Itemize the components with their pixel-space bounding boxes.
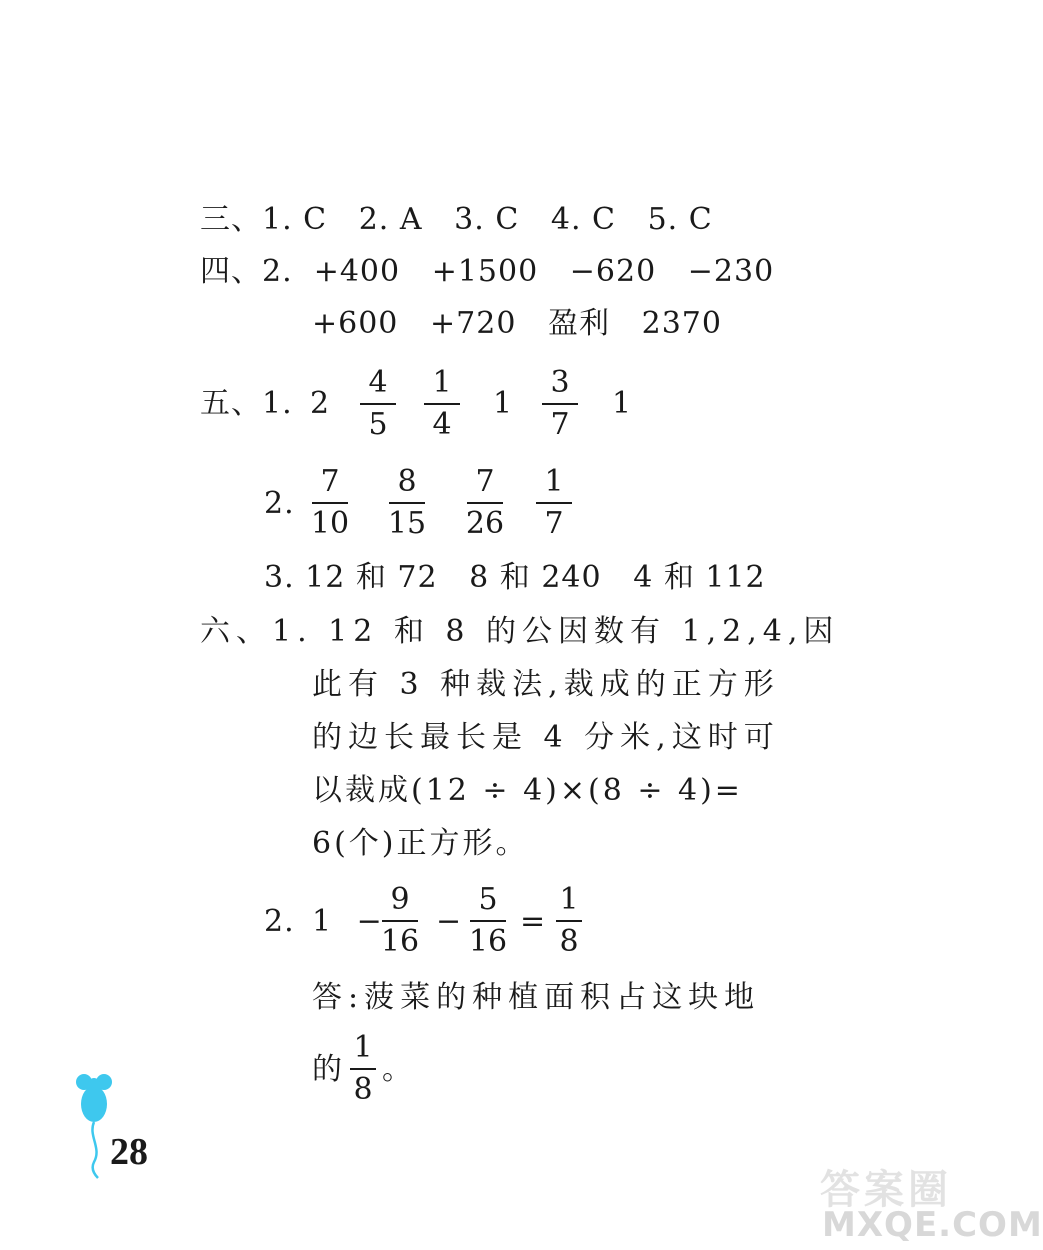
section5-q1-lead: 2 [310,386,331,421]
watermark-logo: 答案圈 [820,1167,952,1213]
fraction-numerator: 7 [320,464,340,499]
section6-q1-line4: 以裁成(12 ÷ 4)×(8 ÷ 4)= [312,773,743,808]
fraction-1-4 [420,365,464,443]
section5-q1-tail: 1 [612,386,633,421]
fraction-1-8 [552,882,586,960]
section4-line1: 四、2. +400 +1500 −620 −230 [200,254,775,289]
fraction-1-7 [532,464,576,542]
fraction-denominator: 10 [310,506,350,541]
section6-q1-line2: 此有 3 种裁法,裁成的正方形 [312,667,780,702]
fraction-denominator: 26 [465,506,505,541]
fraction-3-7 [538,365,582,443]
fraction-denominator: 8 [559,924,579,959]
fraction-9-16 [378,882,422,960]
fraction-numerator: 1 [559,882,579,917]
fraction-numerator: 1 [544,464,564,499]
fraction-7-26 [463,464,507,542]
section6-q2-label: 2. [264,904,295,939]
fraction-numerator: 1 [432,365,452,400]
fraction-numerator: 3 [550,365,570,400]
section6-answer-suffix: 。 [382,1052,413,1087]
fraction-denominator: 7 [550,407,570,442]
section6-answer-prefix: 的 [312,1052,343,1087]
fraction-5-16 [466,882,510,960]
watermark-site: MXQE.COM [822,1205,1043,1245]
section5-label1: 五、1. [200,386,293,421]
fraction-numerator: 1 [353,1030,373,1065]
section6-answer-line1: 答:菠菜的种植面积占这块地 [312,980,761,1015]
fraction-denominator: 5 [368,407,388,442]
section5-label2: 2. [264,486,295,521]
fraction-numerator: 5 [478,882,498,917]
fraction-denominator: 4 [432,407,452,442]
fraction-denominator: 15 [387,506,427,541]
fraction-8-15 [385,464,429,542]
section6-q1-line3: 的边长最长是 4 分米,这时可 [312,720,780,755]
fraction-numerator: 7 [475,464,495,499]
fraction-7-10 [308,464,352,542]
section6-q1-line5: 6(个)正方形。 [312,826,529,861]
fraction-denominator: 16 [468,924,508,959]
fraction-numerator: 4 [368,365,388,400]
section3-answers: 三、1. C 2. A 3. C 4. C 5. C [200,202,713,237]
section5-line3: 3. 12 和 72 8 和 240 4 和 112 [264,560,766,595]
fraction-numerator: 8 [397,464,417,499]
page-number: 28 [110,1131,148,1173]
fraction-4-5 [356,365,400,443]
section6-q2-lead: 1 − [312,904,390,939]
fraction-denominator: 8 [353,1072,373,1107]
fraction-denominator: 16 [380,924,420,959]
fraction-answer-1-8 [346,1030,380,1108]
section4-line2: +600 +720 盈利 2370 [312,306,722,341]
section6-q2-equals: = [520,904,547,939]
fraction-denominator: 7 [544,506,564,541]
section6-q2-minus: − [436,904,463,939]
fraction-numerator: 9 [390,882,410,917]
section5-q1-mid: 1 [493,386,514,421]
section6-q1-line1: 六、1. 12 和 8 的公因数有 1,2,4,因 [200,614,840,649]
